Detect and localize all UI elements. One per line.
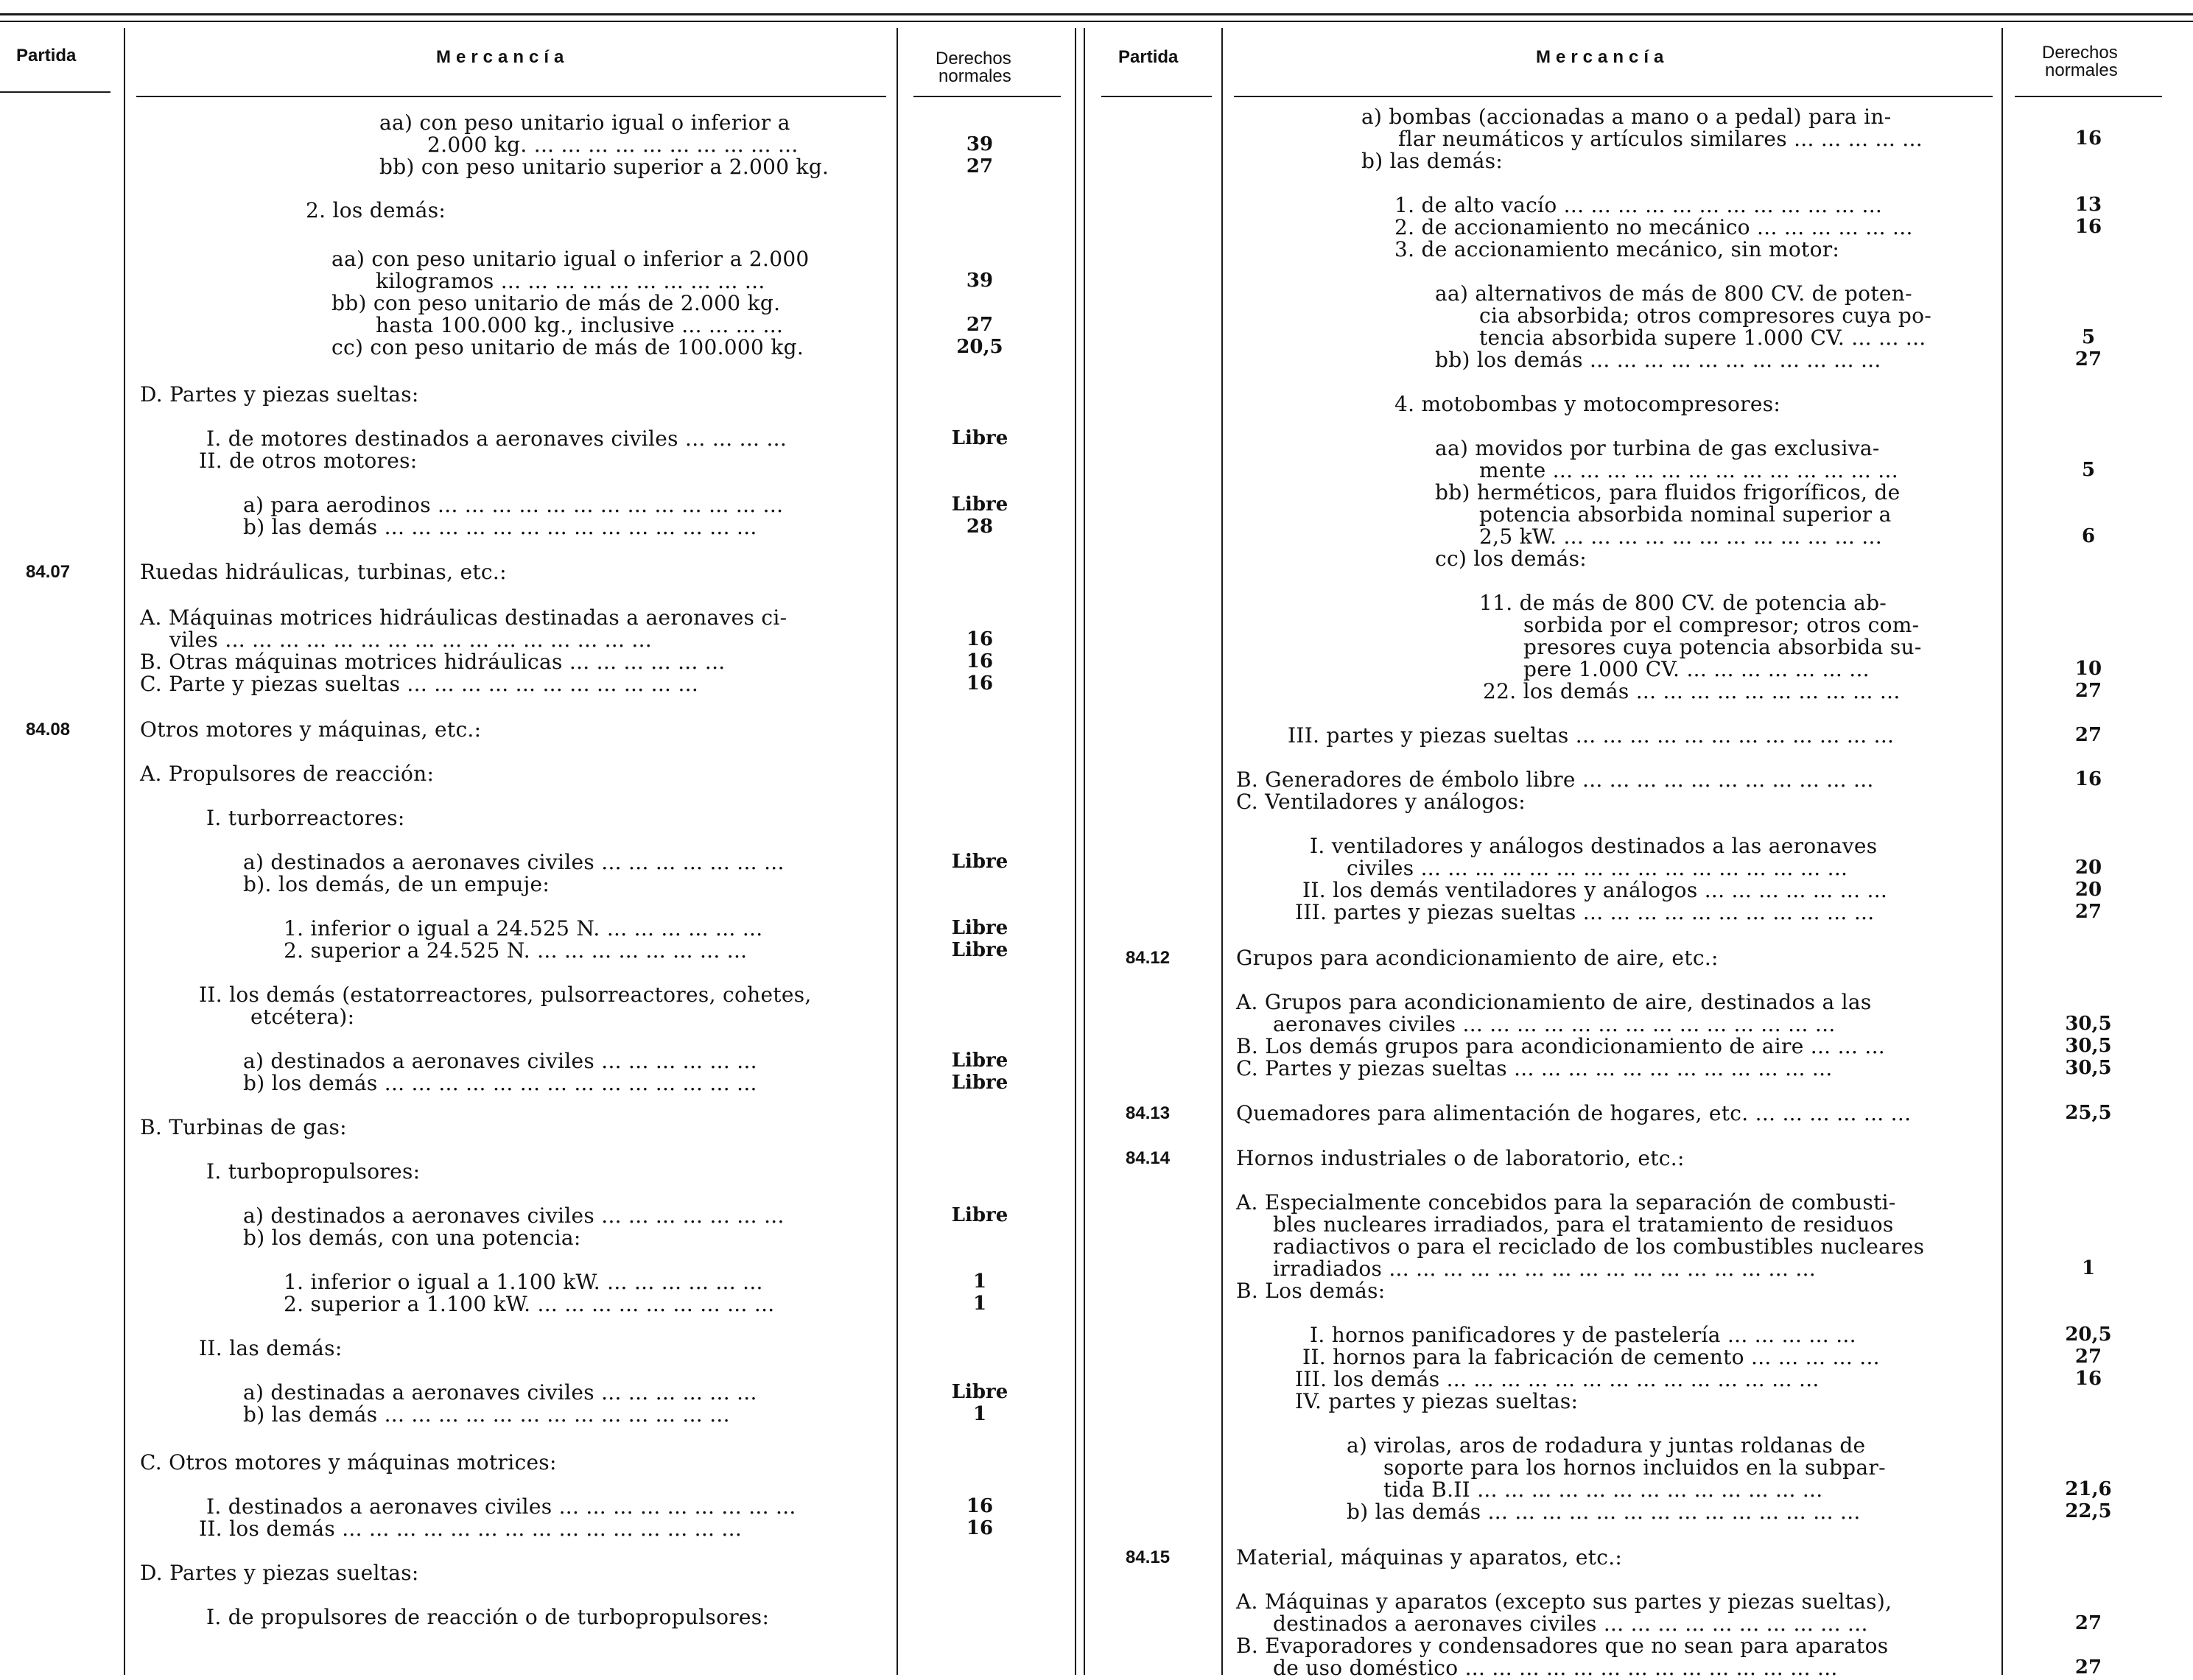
tariff-row [0,1192,2193,1213]
mercancia-text: III. partes y piezas sueltas ... ... ... ... ... ... ... ... ... ... ... ... [1288,723,1895,748]
tariff-row [0,1324,2193,1346]
mercancia-text: etcétera): [250,1005,355,1029]
mercancia-text: D. Partes y piezas sueltas: [140,382,419,407]
derecho-value: 1 [972,1403,987,1425]
mercancia-text: soporte para los hornos incluidos en la subpar- [1383,1455,1886,1480]
mercancia-text: irradiados ... ... ... ... ... ... ... ... ... ... ... ... ... ... ... ... [1273,1257,1816,1281]
header-mercancia-right: Mercancía [1536,47,1669,67]
derecho-value: Libre [951,917,1008,939]
derecho-value: 16 [966,650,994,672]
derecho-value: 20,5 [2065,1324,2112,1346]
mercancia-text: I. de propulsores de reacción o de turbopropulsores: [206,1605,770,1629]
header-derechos-left: Derechos [936,49,1011,68]
derecho-value: 30,5 [2065,1057,2112,1079]
mercancia-text: II. los demás (estatorreactores, pulsorreactores, cohetes, [199,983,812,1007]
derecho-value: Libre [951,939,1008,961]
derecho-value: 39 [966,270,994,292]
mercancia-text: aa) con peso unitario igual o inferior a 2.000 [331,247,810,271]
mercancia-text: B. Los demás: [1236,1279,1386,1303]
mercancia-text: a) destinadas a aeronaves civiles ... ... ... ... ... ... [243,1380,757,1405]
mercancia-text: I. destinados a aeronaves civiles ... ... ... ... ... ... ... ... ... [206,1494,796,1519]
derecho-value: 16 [966,672,994,695]
derecho-value: 25,5 [2065,1102,2112,1124]
mercancia-text: I. ventiladores y análogos destinados a las aeronaves [1310,834,1878,858]
partida-code: 84.15 [1126,1547,1171,1567]
mercancia-text: b) las demás: [1361,149,1503,173]
mercancia-text: 4. motobombas y motocompresores: [1394,392,1781,416]
mercancia-text: 2. de accionamiento no mecánico ... ... ... ... ... ... [1394,215,1913,239]
header-partida-left: Partida [16,46,77,66]
partida-code: 84.08 [26,720,71,739]
tariff-row [0,1103,2193,1124]
mercancia-text: cc) los demás: [1435,546,1587,571]
mercancia-text: 2. superior a 24.525 N. ... ... ... ... ... ... ... ... [284,938,748,963]
mercancia-text: Grupos para acondicionamiento de aire, etc.: [1236,946,1719,970]
derecho-value: 30,5 [2065,1013,2112,1035]
mercancia-text: b) las demás ... ... ... ... ... ... ... ... ... ... ... ... ... ... [1347,1500,1861,1524]
mercancia-text: III. partes y piezas sueltas ... ... ... ... ... ... ... ... ... ... ... [1295,900,1875,924]
tariff-row [0,1058,2193,1079]
tariff-row [0,636,2193,658]
mercancia-text: B. Evaporadores y condensadores que no sean para aparatos [1236,1634,1889,1658]
derecho-value: 13 [2074,194,2102,216]
mercancia-text: II. de otros motores: [199,449,418,473]
tariff-row [0,327,2193,348]
tariff-row [0,592,2193,614]
mercancia-text: C. Parte y piezas sueltas ... ... ... ... ... ... ... ... ... ... ... [140,672,699,696]
mercancia-text: 1. de alto vacío ... ... ... ... ... ... ... ... ... ... ... ... [1394,193,1883,217]
mercancia-text: 3. de accionamiento mecánico, sin motor: [1394,237,1840,261]
tariff-row [0,239,2193,260]
mercancia-text: B. Generadores de émbolo libre ... ... ... ... ... ... ... ... ... ... ... [1236,767,1874,792]
mercancia-text: mente ... ... ... ... ... ... ... ... ... ... ... ... ... [1479,458,1898,482]
mercancia-text: Quemadores para alimentación de hogares, etc. ... ... ... ... ... ... [1236,1101,1912,1125]
mercancia-text: Otros motores y máquinas, etc.: [140,717,482,742]
mercancia-text: b) las demás ... ... ... ... ... ... ... ... ... ... ... ... ... [243,1402,730,1427]
header-mercancia-left: Mercancía [436,47,569,67]
mercancia-text: C. Partes y piezas sueltas ... ... ... ... ... ... ... ... ... ... ... ... [1236,1056,1833,1080]
derecho-value: 27 [966,155,994,178]
tariff-row [0,681,2193,702]
mercancia-text: tida B.II ... ... ... ... ... ... ... ... ... ... ... ... ... [1383,1477,1823,1502]
tariff-row [0,283,2193,304]
derecho-value: 27 [2074,1346,2102,1368]
derecho-value: 27 [2074,1612,2102,1634]
tariff-row [0,769,2193,790]
tariff-row [0,460,2193,481]
mercancia-text: aa) con peso unitario igual o inferior a [379,110,790,135]
tariff-row [0,217,2193,238]
mercancia-text: Material, máquinas y aparatos, etc.: [1236,1545,1623,1570]
mercancia-text: flar neumáticos y artículos similares ... ... ... ... ... [1398,127,1923,151]
mercancia-text: bles nucleares irradiados, para el tratamiento de residuos [1273,1212,1894,1237]
mercancia-text: I. hornos panificadores y de pastelería ... ... ... ... ... [1310,1323,1856,1347]
header-derechos-right: Derechos [2042,43,2118,63]
tariff-row [0,658,2193,680]
derecho-value: 27 [2074,348,2102,370]
tariff-row [0,526,2193,547]
mercancia-text: pere 1.000 CV. ... ... ... ... ... ... ... [1523,657,1870,681]
derecho-value: 1 [972,1270,987,1293]
mercancia-text: kilogramos ... ... ... ... ... ... ... ... ... ... [376,269,765,293]
tariff-row [0,1591,2193,1612]
mercancia-text: 22. los demás ... ... ... ... ... ... ... ... ... ... [1483,679,1901,703]
derecho-value: 1 [972,1293,987,1315]
derecho-value: Libre [951,1204,1008,1226]
header-normales-right: normales [2045,60,2118,80]
mercancia-text: civiles ... ... ... ... ... ... ... ... ... ... ... ... ... ... ... ... [1347,856,1848,880]
mercancia-text: A. Grupos para acondicionamiento de aire, destinados a las [1236,990,1872,1014]
mercancia-text: a) bombas (accionadas a mano o a pedal) para in- [1361,105,1892,129]
tariff-row [0,1280,2193,1301]
derecho-value: 10 [2074,658,2102,680]
tariff-row [0,393,2193,415]
mercancia-text: A. Propulsores de reacción: [140,762,435,786]
tariff-row [0,791,2193,812]
derecho-value: 27 [2074,680,2102,702]
derecho-value: 27 [966,314,994,336]
partida-code: 84.07 [26,562,71,582]
derecho-value: 16 [2074,216,2102,238]
mercancia-text: potencia absorbida nominal superior a [1479,502,1892,527]
mercancia-text: Hornos industriales o de laboratorio, etc.: [1236,1146,1685,1170]
tariff-row [0,1435,2193,1456]
mercancia-text: bb) con peso unitario de más de 2.000 kg. [331,291,781,315]
derecho-value: 5 [2081,459,2096,481]
mercancia-text: bb) herméticos, para fluidos frigoríficos, de [1435,480,1901,505]
derecho-value: Libre [951,1072,1008,1094]
tariff-row [0,1236,2193,1257]
mercancia-text: C. Otros motores y máquinas motrices: [140,1450,557,1475]
derecho-value: Libre [951,1381,1008,1403]
tariff-row [0,1147,2193,1169]
mercancia-text: D. Partes y piezas sueltas: [140,1561,419,1585]
mercancia-text: A. Máquinas motrices hidráulicas destinadas a aeronaves ci- [140,605,787,630]
mercancia-text: 2,5 kW. ... ... ... ... ... ... ... ... ... ... ... ... [1479,524,1882,549]
derecho-value: 30,5 [2065,1035,2112,1057]
mercancia-text: aa) alternativos de más de 800 CV. de poten- [1435,281,1912,306]
tariff-row [0,1479,2193,1500]
derecho-value: 20 [2074,879,2102,901]
tariff-row [0,1501,2193,1522]
derecho-value: Libre [951,1050,1008,1072]
tariff-row [0,1214,2193,1235]
mercancia-text: II. los demás ... ... ... ... ... ... ... ... ... ... ... ... ... ... ... [199,1516,743,1541]
mercancia-text: B. Los demás grupos para acondicionamiento de aire ... ... ... [1236,1034,1885,1058]
mercancia-text: I. turbopropulsores: [206,1159,421,1184]
mercancia-text: A. Especialmente concebidos para la separación de combusti- [1236,1190,1896,1215]
tariff-row [0,835,2193,857]
tariff-row [0,106,2193,127]
tariff-row [0,614,2193,636]
tariff-row [0,548,2193,569]
derecho-value: 16 [966,1495,994,1517]
mercancia-text: III. los demás ... ... ... ... ... ... ... ... ... ... ... ... ... ... [1295,1367,1820,1391]
mercancia-text: aeronaves civiles ... ... ... ... ... ... ... ... ... ... ... ... ... ... [1273,1012,1836,1036]
derecho-value: 22,5 [2065,1500,2112,1522]
mercancia-text: tencia absorbida supere 1.000 CV. ... ... ... [1479,326,1926,350]
header-partida-right: Partida [1118,47,1179,67]
partida-code: 84.12 [1126,948,1171,968]
tariff-row [0,194,2193,216]
mercancia-text: 2. los demás: [306,198,446,222]
mercancia-text: bb) los demás ... ... ... ... ... ... ... ... ... ... ... [1435,348,1881,372]
derecho-value: 21,6 [2065,1478,2112,1500]
derecho-value: Libre [951,427,1008,449]
tariff-row [0,1036,2193,1057]
tariff-row [0,349,2193,370]
derecho-value: 20,5 [956,336,1003,358]
mercancia-text: 11. de más de 800 CV. de potencia ab- [1479,591,1887,615]
derecho-value: 16 [2074,127,2102,150]
derecho-value: 16 [2074,1368,2102,1390]
mercancia-text: bb) con peso unitario superior a 2.000 kg. [379,155,829,179]
derecho-value: 6 [2081,525,2096,547]
tariff-row [0,504,2193,525]
mercancia-text: radiactivos o para el reciclado de los combustibles nucleares [1273,1234,1925,1259]
mercancia-text: II. hornos para la fabricación de cemento ... ... ... ... ... [1302,1345,1880,1369]
tariff-row [0,1657,2193,1679]
mercancia-text: presores cuya potencia absorbida su- [1523,635,1922,659]
mercancia-text: 1. inferior o igual a 1.100 kW. ... ... ... ... ... ... [284,1270,763,1294]
derecho-value: 5 [2081,326,2096,348]
mercancia-text: B. Otras máquinas motrices hidráulicas ... ... ... ... ... ... [140,650,726,674]
mercancia-text: sorbida por el compresor; otros com- [1523,613,1920,637]
mercancia-text: b). los demás, de un empuje: [243,872,550,896]
derecho-value: 16 [966,628,994,650]
tariff-row [0,1346,2193,1368]
tariff-row [0,1368,2193,1390]
derecho-value: 28 [966,516,994,538]
tariff-row [0,128,2193,150]
mercancia-text: B. Turbinas de gas: [140,1115,347,1139]
mercancia-text: a) destinados a aeronaves civiles ... ... ... ... ... ... ... [243,1203,785,1228]
tariff-row [0,1013,2193,1035]
mercancia-text: b) los demás, con una potencia: [243,1226,581,1250]
tariff-row [0,1258,2193,1279]
derecho-value: 27 [2074,901,2102,923]
mercancia-text: I. turborreactores: [206,806,405,830]
mercancia-text: a) para aerodinos ... ... ... ... ... ... ... ... ... ... ... ... ... [243,493,784,517]
tariff-row [0,1547,2193,1568]
derecho-value: 16 [2074,768,2102,790]
mercancia-text: 1. inferior o igual a 24.525 N. ... ... ... ... ... ... [284,916,763,941]
tariff-row [0,879,2193,901]
mercancia-text: a) destinados a aeronaves civiles ... ... ... ... ... ... ... [243,850,785,874]
tariff-row [0,991,2193,1013]
derecho-value: Libre [951,493,1008,516]
derecho-value: Libre [951,851,1008,873]
header-normales-left: normales [938,66,1011,86]
mercancia-text: viles ... ... ... ... ... ... ... ... ... ... ... ... ... ... ... ... [169,628,652,652]
tariff-row [0,150,2193,172]
mercancia-text: de uso doméstico ... ... ... ... ... ... ... ... ... ... ... ... ... ... [1273,1656,1838,1680]
mercancia-text: b) los demás ... ... ... ... ... ... ... ... ... ... ... ... ... ... [243,1071,757,1095]
tariff-row [0,305,2193,326]
tariff-row [0,437,2193,459]
tariff-row [0,482,2193,503]
tariff-row [0,1635,2193,1656]
partida-code: 84.13 [1126,1103,1171,1123]
tariff-row [0,1457,2193,1478]
tariff-row [0,901,2193,923]
derecho-value: 27 [2074,1656,2102,1679]
mercancia-text: I. de motores destinados a aeronaves civiles ... ... ... ... [206,426,787,451]
tariff-row [0,947,2193,969]
mercancia-text: C. Ventiladores y análogos: [1236,790,1526,814]
mercancia-text: 2. superior a 1.100 kW. ... ... ... ... ... ... ... ... ... [284,1292,775,1316]
mercancia-text: Ruedas hidráulicas, turbinas, etc.: [140,560,507,584]
mercancia-text: a) virolas, aros de rodadura y juntas roldanas de [1347,1433,1866,1458]
derecho-value: 16 [966,1517,994,1539]
partida-code: 84.14 [1126,1148,1171,1168]
derecho-value: 27 [2074,724,2102,746]
tariff-row [0,725,2193,746]
mercancia-text: cia absorbida; otros compresores cuya po- [1479,303,1931,328]
mercancia-text: IV. partes y piezas sueltas: [1295,1389,1579,1413]
tariff-row [0,1613,2193,1634]
derecho-value: 39 [966,133,994,155]
mercancia-text: II. las demás: [199,1336,343,1360]
derecho-value: 1 [2081,1257,2096,1279]
mercancia-text: hasta 100.000 kg., inclusive ... ... ... ... [376,313,784,337]
mercancia-text: b) las demás ... ... ... ... ... ... ... ... ... ... ... ... ... ... [243,515,757,539]
tariff-row [0,1391,2193,1412]
mercancia-text: destinados a aeronaves civiles ... ... ... ... ... ... ... ... ... ... [1273,1612,1868,1636]
mercancia-text: aa) movidos por turbina de gas exclusiva- [1435,436,1880,460]
tariff-row [0,857,2193,879]
mercancia-text: a) destinados a aeronaves civiles ... ... ... ... ... ... [243,1049,757,1073]
mercancia-text: cc) con peso unitario de más de 100.000 kg. [331,335,804,359]
mercancia-text: II. los demás ventiladores y análogos ... ... ... ... ... ... ... [1302,878,1888,902]
mercancia-text: A. Máquinas y aparatos (excepto sus partes y piezas sueltas), [1236,1589,1892,1614]
derecho-value: 20 [2074,857,2102,879]
mercancia-text: 2.000 kg. ... ... ... ... ... ... ... ... ... ... [427,133,799,157]
